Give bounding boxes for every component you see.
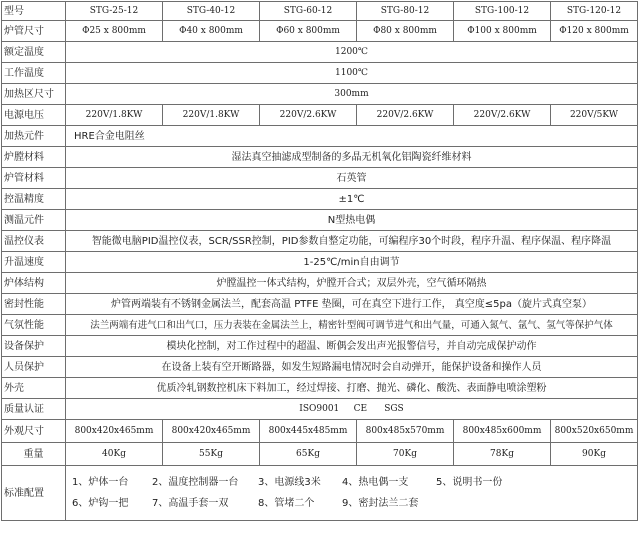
standard-config-value	[66, 466, 638, 521]
tube-size-cell: Φ40 x 800mm	[163, 21, 260, 42]
work-temp-value: 1100℃	[66, 63, 638, 84]
standard-config-item: 3、电源线3米	[258, 477, 321, 488]
standard-config-item: 1、炉体一台	[72, 477, 129, 488]
appearance-row	[2, 378, 638, 399]
row-label: 加热元件	[2, 126, 66, 147]
personnel-protection-row	[2, 357, 638, 378]
tube-material-row	[2, 168, 638, 189]
row-label: 炉管尺寸	[2, 21, 66, 42]
sealing-value: 炉管两端装有不锈钢金属法兰，配套高温 PTFE 垫圈，可在真空下进行工作， 真空度≤5pa（旋片式真空泵）	[66, 294, 638, 315]
row-label: 密封性能	[2, 294, 66, 315]
standard-config-item: 4、热电偶一支	[342, 477, 409, 488]
sensor-row	[2, 210, 638, 231]
standard-config-row	[2, 466, 638, 521]
sensor-value: N型热电偶	[66, 210, 638, 231]
dimensions-cell: 800x445x485mm	[260, 420, 357, 443]
equipment-protection-row	[2, 336, 638, 357]
row-label: 人员保护	[2, 357, 66, 378]
standard-config-item: 5、说明书一份	[436, 477, 503, 488]
tube-size-cell: Φ25 x 800mm	[66, 21, 163, 42]
heat-rate-row	[2, 252, 638, 273]
structure-row	[2, 273, 638, 294]
chamber-material-value: 湿法真空抽滤成型制备的多晶无机氧化铝陶瓷纤维材料	[66, 147, 638, 168]
controller-value: 智能微电脑PID温控仪表，SCR/SSR控制，PID参数自整定功能，可编程序30个时段，程序升温、程序保温、程序降温	[66, 231, 638, 252]
power-cell: 220V/2.6KW	[357, 105, 454, 126]
row-label: 加热区尺寸	[2, 84, 66, 105]
row-label: 电源电压	[2, 105, 66, 126]
personnel-protection-value: 在设备上装有空开断路器，如发生短路漏电情况时会自动弹开，能保护设备和操作人员	[66, 357, 638, 378]
row-label: 质量认证	[2, 399, 66, 420]
tube-size-cell: Φ120 x 800mm	[551, 21, 638, 42]
temp-accuracy-value: ±1℃	[66, 189, 638, 210]
model-cell: STG-100-12	[454, 2, 551, 21]
row-label: 测温元件	[2, 210, 66, 231]
row-label: 炉膛材料	[2, 147, 66, 168]
tube-size-row	[2, 21, 638, 42]
row-label: 设备保护	[2, 336, 66, 357]
model-label: 型号	[2, 2, 66, 21]
standard-config-item: 9、密封法兰二套	[342, 498, 419, 509]
standard-config-line-1	[68, 477, 635, 488]
appearance-value: 优质冷轧钢数控机床下料加工，经过焊接、打磨、抛光、磷化、酸洗、表面静电喷涂塑粉	[66, 378, 638, 399]
standard-config-item: 8、管堵二个	[258, 498, 315, 509]
work-temp-row	[2, 63, 638, 84]
heating-element-value: HRE合金电阻丝	[66, 126, 638, 147]
model-cell: STG-60-12	[260, 2, 357, 21]
row-label: 重量	[2, 443, 66, 466]
weight-cell: 78Kg	[454, 443, 551, 466]
weight-cell: 65Kg	[260, 443, 357, 466]
row-label: 外壳	[2, 378, 66, 399]
dimensions-cell: 800x485x600mm	[454, 420, 551, 443]
standard-config-item: 2、温度控制器一台	[152, 477, 239, 488]
heat-zone-row	[2, 84, 638, 105]
model-cell: STG-80-12	[357, 2, 454, 21]
spec-table	[1, 1, 638, 521]
weight-cell: 90Kg	[551, 443, 638, 466]
sealing-row	[2, 294, 638, 315]
tube-size-cell: Φ80 x 800mm	[357, 21, 454, 42]
row-label: 外观尺寸	[2, 420, 66, 443]
model-cell: STG-120-12	[551, 2, 638, 21]
rated-temp-row	[2, 42, 638, 63]
certification-value: ISO9001 CE SGS	[66, 399, 638, 420]
heat-zone-value: 300mm	[66, 84, 638, 105]
dimensions-cell: 800x420x465mm	[163, 420, 260, 443]
tube-material-value: 石英管	[66, 168, 638, 189]
weight-row	[2, 443, 638, 466]
dimensions-cell: 800x420x465mm	[66, 420, 163, 443]
standard-config-item: 6、炉钩一把	[72, 498, 129, 509]
row-label: 温控仪表	[2, 231, 66, 252]
equipment-protection-value: 模块化控制，对工作过程中的超温、断偶会发出声光报警信号，并自动完成保护动作	[66, 336, 638, 357]
heating-element-row	[2, 126, 638, 147]
dimensions-cell: 800x520x650mm	[551, 420, 638, 443]
heat-rate-value: 1-25℃/min自由调节	[66, 252, 638, 273]
weight-cell: 55Kg	[163, 443, 260, 466]
power-cell: 220V/2.6KW	[260, 105, 357, 126]
row-label: 工作温度	[2, 63, 66, 84]
row-label: 炉管材料	[2, 168, 66, 189]
power-cell: 220V/1.8KW	[163, 105, 260, 126]
controller-row	[2, 231, 638, 252]
row-label: 标准配置	[2, 466, 66, 521]
gas-row	[2, 315, 638, 336]
certification-row	[2, 399, 638, 420]
power-cell: 220V/1.8KW	[66, 105, 163, 126]
model-header-row	[2, 2, 638, 21]
chamber-material-row	[2, 147, 638, 168]
row-label: 控温精度	[2, 189, 66, 210]
weight-cell: 70Kg	[357, 443, 454, 466]
power-cell: 220V/5KW	[551, 105, 638, 126]
tube-size-cell: Φ100 x 800mm	[454, 21, 551, 42]
tube-size-cell: Φ60 x 800mm	[260, 21, 357, 42]
temp-accuracy-row	[2, 189, 638, 210]
standard-config-line-2	[68, 498, 635, 509]
standard-config-item: 7、高温手套一双	[152, 498, 229, 509]
structure-value: 炉膛温控一体式结构，炉膛开合式；双层外壳，空气循环隔热	[66, 273, 638, 294]
gas-value: 法兰两端有进气口和出气口，压力表装在金属法兰上，精密针型阀可调节进气和出气量，可通入氮气、氩气、氢气等保护气体	[66, 315, 638, 336]
power-cell: 220V/2.6KW	[454, 105, 551, 126]
model-cell: STG-25-12	[66, 2, 163, 21]
weight-cell: 40Kg	[66, 443, 163, 466]
row-label: 气氛性能	[2, 315, 66, 336]
power-row	[2, 105, 638, 126]
dimensions-cell: 800x485x570mm	[357, 420, 454, 443]
dimensions-row	[2, 420, 638, 443]
row-label: 升温速度	[2, 252, 66, 273]
row-label: 炉体结构	[2, 273, 66, 294]
rated-temp-value: 1200℃	[66, 42, 638, 63]
model-cell: STG-40-12	[163, 2, 260, 21]
row-label: 额定温度	[2, 42, 66, 63]
